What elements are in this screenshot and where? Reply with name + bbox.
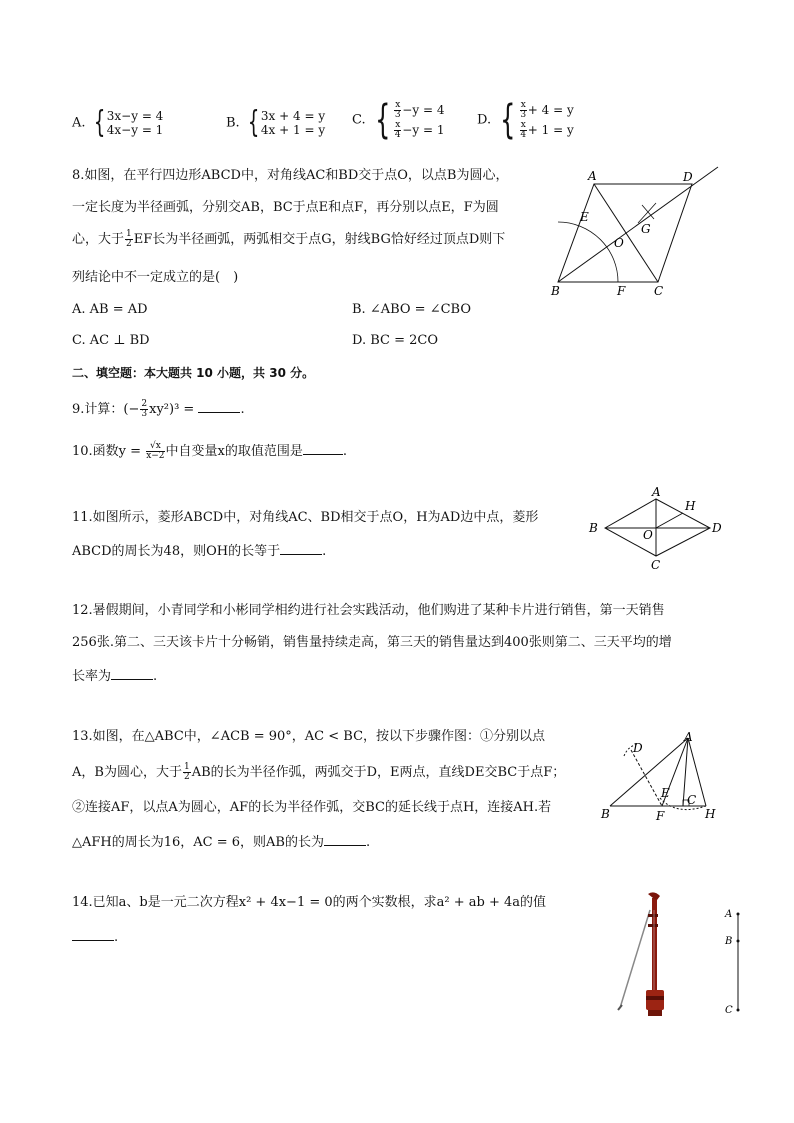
q13-label-h: H — [705, 807, 716, 821]
q14-line-1: 14.已知a、b是一元二次方程x² + 4x−1 = 0的两个实数根，求a² + ab + 4a的值 — [72, 895, 547, 910]
q8-line-4: 列结论中不一定成立的是( ) — [72, 270, 239, 285]
q7-option-c: C. { $\frac{x}{3}$ −y = 4 $\frac{x}{4}$ −y = 1 — [352, 97, 445, 143]
q13-line-4: △AFH的周长为16，AC = 6，则AB的长为 . — [72, 831, 370, 853]
q9-answer-blank[interactable] — [198, 398, 240, 413]
q8-label-o: O — [614, 236, 624, 250]
q12-line-3: 长率为 . — [72, 665, 157, 687]
q8-line-2: 一定长度为半径画弧，分别交AB，BC于点E和点F，再分别以点E，F为圆 — [72, 200, 499, 215]
q8-label-c: C — [654, 284, 664, 298]
q8-label-d: D — [683, 170, 693, 184]
q13-triangle-figure — [598, 728, 723, 823]
erhu-illustration — [608, 890, 668, 1022]
q11-label-d: D — [712, 521, 722, 535]
q8-label-g: G — [641, 222, 651, 236]
q12-answer-blank[interactable] — [111, 665, 153, 680]
q13-answer-blank[interactable] — [324, 831, 366, 846]
q11-label-h: H — [685, 499, 696, 513]
q11-label-c: C — [651, 558, 661, 572]
q8-option-d: D. BC = 2CO — [352, 333, 438, 348]
q8-option-a: A. AB = AD — [72, 302, 148, 317]
q14-label-b: B — [725, 936, 733, 947]
q8-line-3: 心，大于 $\frac{1}{2}$ EF长为半径画弧，两弧相交于点G，射线BG恰好经过顶点D则下 — [72, 229, 506, 249]
q13-label-e: E — [661, 786, 670, 800]
q8-label-a: A — [588, 169, 597, 183]
q9: 9.计算：(− $\frac{2}{3}$ xy²)³ = . — [72, 399, 245, 419]
q10-answer-blank[interactable] — [303, 440, 343, 455]
q8-option-b: B. ∠ABO = ∠CBO — [352, 302, 471, 317]
q14-label-a: A — [725, 909, 733, 920]
q13-line-1: 13.如图，在△ABC中，∠ACB = 90°，AC < BC，按以下步骤作图：①分别以点 — [72, 729, 546, 744]
q11-line-2: ABCD的周长为48，则OH的长等于 . — [72, 540, 326, 562]
q11-label-b: B — [589, 521, 598, 535]
section-2-heading: 二、填空题：本大题共 10 小题，共 30 分。 — [72, 366, 315, 380]
q12-line-2: 256张.第二、三天该卡片十分畅销，销售量持续走高，第三天的销售量达到400张则第二、三天平均的增 — [72, 635, 672, 650]
q8-option-c: C. AC ⊥ BD — [72, 333, 150, 348]
q11-line-1: 11.如图所示，菱形ABCD中，对角线AC、BD相交于点O，H为AD边中点，菱形 — [72, 510, 539, 525]
q13-label-d: D — [633, 741, 643, 755]
q13-line-3: ②连接AF，以点A为圆心，AF的长为半径作弧，交BC的延长线于点H，连接AH.若 — [72, 800, 552, 815]
q11-label-a: A — [652, 485, 661, 499]
q8-label-b: B — [551, 284, 560, 298]
q8-label-f: F — [617, 284, 626, 298]
q8-parallelogram-figure — [548, 165, 728, 300]
q14-line-2: . — [72, 926, 118, 948]
q7-option-d: D. { $\frac{x}{3}$ + 4 = y $\frac{x}{4}$ + 1 = y — [477, 97, 574, 143]
q13-line-2: A，B为圆心，大于 $\frac{1}{2}$ AB的长为半径作弧，两弧交于D，E两点，直线DE交BC于点F； — [72, 762, 566, 782]
q13-label-c: C — [687, 793, 697, 807]
q13-label-a: A — [684, 730, 693, 744]
q8-line-1: 8.如图，在平行四边形ABCD中，对角线AC和BD交于点O，以点B为圆心， — [72, 168, 509, 183]
q14-answer-blank[interactable] — [72, 926, 114, 941]
q7-option-a: A. { 3x−y = 4 4x−y = 1 — [72, 105, 164, 140]
q8-label-e: E — [580, 210, 589, 224]
q14-label-c: C — [725, 1005, 733, 1016]
q10: 10.函数y = $\frac{√x}{x-2}$ 中自变量x的取值范围是 . — [72, 441, 348, 461]
q11-answer-blank[interactable] — [280, 540, 322, 555]
q11-label-o: O — [643, 528, 653, 542]
q12-line-1: 12.暑假期间，小青同学和小彬同学相约进行社会实践活动，他们购进了某种卡片进行销售，第一天销售 — [72, 603, 665, 618]
q7-option-b: B. { 3x + 4 = y 4x + 1 = y — [226, 105, 326, 140]
q11-rhombus-figure — [585, 484, 730, 572]
q13-label-b: B — [601, 807, 610, 821]
q14-segment-figure — [722, 904, 752, 1020]
q13-label-f: F — [656, 809, 665, 823]
